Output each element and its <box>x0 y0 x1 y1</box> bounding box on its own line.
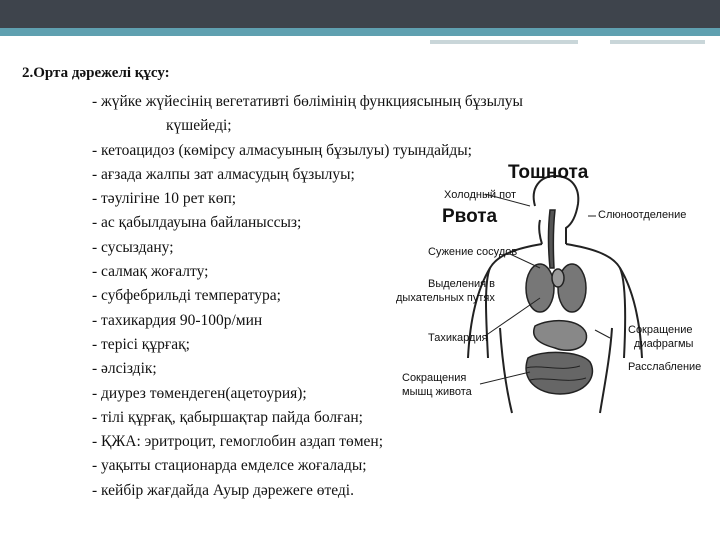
label-vasoconstriction: Сужение сосудов <box>428 246 518 258</box>
label-diaphragm-1: Сокращение <box>628 324 693 336</box>
list-item: - кетоацидоз (көмірсу алмасуының бұзылуы) туындайды; <box>92 141 472 159</box>
label-salivation: Слюноотделение <box>598 209 687 221</box>
list-item: - әлсіздік; <box>92 360 157 378</box>
list-item: - ҚЖА: эритроцит, гемоглобин аздап төмен; <box>92 433 384 451</box>
slide-heading: 2.Орта дәрежелі құсу: <box>22 65 170 81</box>
list-item: - уақыты стационарда емделсе жоғалады; <box>92 457 367 475</box>
label-abdominal-1: Сокращения <box>402 372 467 384</box>
list-item: - тәулігіне 10 рет көп; <box>92 190 237 208</box>
list-item: - ағзада жалпы зат алмасудың бұзылуы; <box>92 165 355 183</box>
list-item: - тахикардия 90-100р/мин <box>92 311 263 329</box>
label-relaxation: Расслабление <box>628 361 702 373</box>
list-item: - кейбір жағдайда Ауыр дәрежеге өтеді. <box>92 481 354 499</box>
label-abdominal-2: мышц живота <box>402 386 472 398</box>
list-item: - ас қабылдауына байланыссыз; <box>92 214 302 232</box>
label-tachycardia: Тахикардия <box>428 332 488 344</box>
list-item: - сусыздану; <box>92 238 174 256</box>
label-resp-secretion-2: дыхательных путях <box>396 292 495 304</box>
label-cold-sweat: Холодный пот <box>444 189 516 201</box>
label-diaphragm-2: диафрагмы <box>634 338 694 350</box>
list-item: - терісі құрғақ; <box>92 335 190 353</box>
list-item: - тілі құрғақ, қабыршақтар пайда болған; <box>92 408 363 426</box>
list-item: күшейеді; <box>166 117 232 135</box>
list-item: - салмақ жоғалту; <box>92 263 209 281</box>
label-vomit: Рвота <box>442 206 498 227</box>
nausea-illustration <box>390 158 720 420</box>
figure-title: Тошнота <box>508 162 589 183</box>
label-resp-secretion-1: Выделения в <box>428 278 496 290</box>
decorative-strip <box>430 40 578 44</box>
list-item: - диурез төмендеген(ацетоурия); <box>92 384 307 402</box>
slide-top-accent <box>0 28 720 36</box>
decorative-strip <box>610 40 705 44</box>
list-item: - жүйке жүйесінің вегетативті бөлімінің функциясының бұзылуы <box>92 93 523 110</box>
list-item: - субфебрильді температура; <box>92 287 281 305</box>
